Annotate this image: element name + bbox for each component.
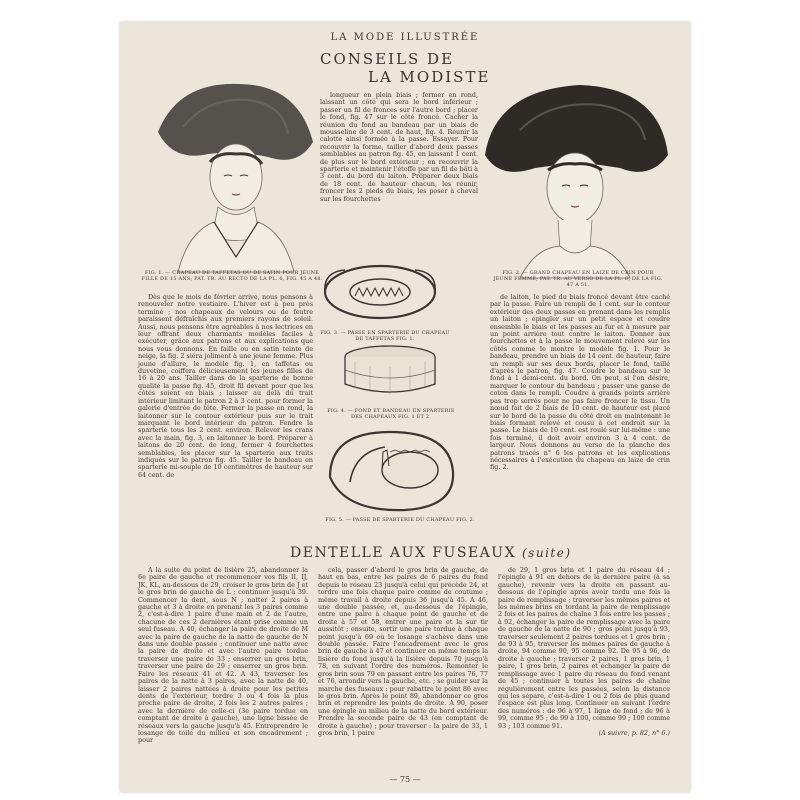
article2-title-main: DENTELLE AUX FUSEAUX <box>290 545 517 561</box>
article2-col1-paragraph: A la suite du point de lisière 25, abandonner la 6e paire de gauche et recommencer vos fils II, IJ, JK, KL, au-dessous de 29, croiser le gros brin de J et le gros brin de gauche de L ; continuer jusqu'à 39. Commencer la dent, sous N ; natter 2 paires à gauche et 3 à droite en prenant les 3 paires comme 2, c'est-à-dire 1 paire d'une main et 2 de l'autre, chacune de ces 2 dernières étant prise comme un seul fuseau. A 40, échanger la paire de droite de M avec la paire de gauche de la natte de gauche de N dans une double passée ; continuer une natte avec la paire de droite et avec l'autre paire tordue traverser une paire de 33 ; enserrer un gros brin, traverser une paire de 29 ; enserrer un gros brin. Faire les réseaux 41 et 42. A 43, traverser les paires de la natte à 3 paires, avec la natte de 40, laisser 2 paires nattées à droite pour les petites dents de l'extérieur, tordre 3 ou 4 fois la plus proche paire de droite, 2 fois les 2 autres paires ; avec la dernière de celle-ci (3e paire tordue en comptant de droite à gauche), une ligne bissée de réseaux vers la gauche jusqu'à 45. Entreprendre le losange de toile du milieu et son encadrement ; pour <box>138 566 308 745</box>
fig5-caption: FIG. 5. — PASSE DE SPARTERIE DU CHAPEAU FIG. 2. <box>325 517 475 523</box>
article2-column-3 <box>498 567 670 737</box>
article1-top-paragraph: longueur en plein biais ; fermer en rond, laissant un côté qui sera le bord inférieur ; passer un fil de fronces sur l'autre bord ; placer le fond, fig. 47 sur le côté froncé. Cacher la réunion du fond au bandeau par un biais de mousseline de 3 cent. de haut, fig. 4. Réunir la calotte ainsi formée à la passe. Essayer. Pour recouvrir la forme, tailler d'abord deux passes semblables au patron fig. 45, en laissant 1 cent. de plus sur le bord extérieur ; en recouvrir la sparterie et maintenir l'étoffe par un fil de bâti à 3 cent. du bord du laiton. Préparer deux biais de 18 cent. de hauteur chacun, les réunir, froncer les 2 pieds du biais, les poser à cheval sur les fourchettes <box>320 91 478 203</box>
article1-right-paragraph: de laiton, le pied du biais froncé devant être caché par la passe. Faire un rempli de 1 cent. sur le contour extérieur des deux passes en prenant dans les remplis un laiton ; épingler sur un petit espace et coudre ensemble le biais et les passes au fur et à mesure par un point arrière tout contre le laiton. Donner aux fourchettes et à la passe le mouvement relevé sur les côtés comme le montre le modèle fig. 1. Pour le bandeau, prendre un biais de 14 cent. de hauteur, faire un rempli sur ses deux bords, placer le fond, taillé d'après le patron, fig. 47. Coudre le bandeau sur le fond à 1 demi-cent. du bord. On peut, si l'on désire, marquer le contour du bandeau ; passer une ganse de coton dans le rempli. Coudre à grands points arrière pas trop serrés pour ne pas faire froncer le tissu. Un nœud fait de 2 biais de 10 cent. de hauteur est placé sur le bord de la passe du côté droit en maintenant le biais formant relevé et cousu à cet endroit sur la passe. Le biais de 10 cent. est roulé sur lui-même : une fois terminé, il doit avoir environ 3 à 4 cent. de largeur. Nous donnons au verso de la planche des patrons tracés n° 6 les patrons et les explications nécessaires à l'exécution du chapeau en laize de crin fig. 2. <box>490 293 670 472</box>
article1-column-right <box>490 294 670 472</box>
continued-note: (A suivre, p. 82, n° 6.) <box>598 728 670 737</box>
article2-col2-paragraph: cela, passer d'abord le gros brin de gauche, de haut en bas, entre les paires de 6 paires du fond depuis le réseau 23 jusqu'à celui qui précède 24, et tordre une fois chaque paire comme de coutume ; même travail à droite depuis 36 jusqu'à 45. A 46, une double passée, et, au-dessous de l'épingle, entre une paire à chaque point de gauche et de droite à 57 et 58, entrer une paire et la sur tir aussitôt ; ensuite, sortir une paire tordue à chaque point jusqu'à 69 où le losange s'achève dans une double passée. Faire l'encadrement avec le gros brin de gauche à 47 et continuer en même temps la lisière du fond jusqu'à la lisière depuis 70 jusqu'à 78, en suivant l'ordre des numéros. Remonter le gros brin sous 79 en passant entre les paires 76, 77 et 76, arrondir vers la gauche, etc. ; se guider sur la marche des fuseaux : pour rabattre le point 86 avec le gros brin. Après le point 89, abandonner ce gros brin et reprendre les points de droite. A 90, poser une épingle au milieu de la natte du bord extérieur. Prendre la seconde paire de 43 (en comptant de droite à gauche) ; pour traverser : la paire de 33, 1 gros brin, 1 paire <box>318 566 488 737</box>
fig3-illustration <box>315 252 445 332</box>
article-title-line2: LA MODISTE <box>368 68 491 86</box>
masthead: LA MODE ILLUSTRÉE <box>330 32 480 43</box>
article2-title <box>290 545 572 561</box>
page-number: — 75 — <box>389 775 421 784</box>
fig4-illustration <box>335 342 445 402</box>
fig1-caption: FIG. 1. — CHAPEAU DE TAFFETAS OU DE SATIN POUR JEUNE FILLE DE 15 ANS; PAT. TR. AU RECTO DE LA PL. 6, FIG. 45 A 48. <box>141 270 323 282</box>
fig2-caption: FIG. 2. — GRAND CHAPEAU EN LAIZE DE CRIN POUR JEUNE FEMME; PAT. TR. AU VERSO DE LA PL. 6, DE LA FIG. 47 A 51. <box>493 270 663 288</box>
fig4-caption: FIG. 4. — FOND ET BANDEAU EN SPARTERIE DES CHAPEAUX FIG. 1 ET 2. <box>327 408 455 420</box>
article2-col3-paragraph: de 29, 1 gros brin et 1 paire du réseau 44 ; l'épingle à 91 en dehors de la dernière paire (à sa gauche), revenir vers la droite en passant au-dessous de l'épingle après avoir tordu une fois la paire de remplissage ; traverser les mêmes paires et les mêmes brins en tordant la paire de remplissage 2 fois et les paires de chaîne 3 fois entre les passes ; à 92, échanger la paire de remplissage avec la paire de gauche de la natte de 90 ; gros point jusqu'à 93, traverser seulement 2 paires tordues et 1 gros brin ; de 93 à 95, traverser les mêmes paires de gauche à droite, 94 comme 90, 95 comme 92. De 95 à 96, de droite à gauche ; traverser 2 paires, 1 gros brin, 1 paire, 1 gros brin, 2 paires et échanger la paire de remplissage avec 1 paire du réseau du fond venant de 45 ; continuer à toutes les paires de chaîne régulièrement entre les passées, selon la distance qui les sépare, c'est-à-dire 1 ou 2 fois de plus quand l'espace est plus long. Continuer en suivant l'ordre des numéros : de 96 à 97, 1 ligne de fond ; de 96 à 99, comme 95 ; de 99 à 100, comme 99 ; 100 comme 93 ; 103 comme 91. <box>498 566 670 730</box>
article2-column-1 <box>138 567 308 745</box>
fig2-illustration <box>480 70 670 280</box>
article-title-line1: CONSEILS DE <box>320 50 455 68</box>
article1-column-left <box>138 294 313 479</box>
article2-title-suffix: (suite) <box>522 546 572 560</box>
fig3-caption: FIG. 3. — PASSE EN SPARTERIE DU CHAPEAU DE TAFFETAS FIG. 1. <box>320 330 450 342</box>
article1-top-column <box>320 92 478 203</box>
magazine-page <box>120 22 690 792</box>
article1-left-paragraph: Dès que le mois de février arrive, nous pensons à renouveler notre vestiaire. L'hiver est à peu près terminé ; nos chapeaux de velours ou de feutre paraissent défraîchis aux premiers rayons de soleil. Aussi, nous pensons être agréables à nos lectrices en leur offrant deux charmants modèles faciles à exécuter, grâce aux patrons et aux explications que nous vous donnons. En faille ou en satin teinte de neige, la fig. 2 siéra joliment à une jeune femme. Plus jeune d'allure, le modèle fig. 1, en taffetas ou duvetine, coiffera délicieusement les jeunes filles de 16 à 20 ans. Tailler dans de la sparterie de bonne qualité la passe fig. 45, droit fil devant pour que les côtés soient en biais ; laisser au delà du trait intérieur limitant le patron 2 à 3 cent. pour former la galerie d'entrée de tête. Fermer la passe en rond, la laitonner sur le contour extérieur puis sur le trait marquant le bord intérieur du patron. Fendre la sparterie tous les 2 cent. environ. Relever les crans avec la main, fig. 3, en laitonner le bord. Préparer à laitons de 20 cent. de long, fermer 4 fourchettes semblables, les placer sur la sparterie aux traits indiqués sur le patron fig. 45. Tailler le bandeau en sparterie mi-souple de 10 centimètres de hauteur sur 64 cent. de <box>138 293 313 479</box>
fig5-illustration <box>315 422 465 517</box>
fig1-illustration <box>148 72 316 277</box>
article2-column-2 <box>318 567 488 737</box>
